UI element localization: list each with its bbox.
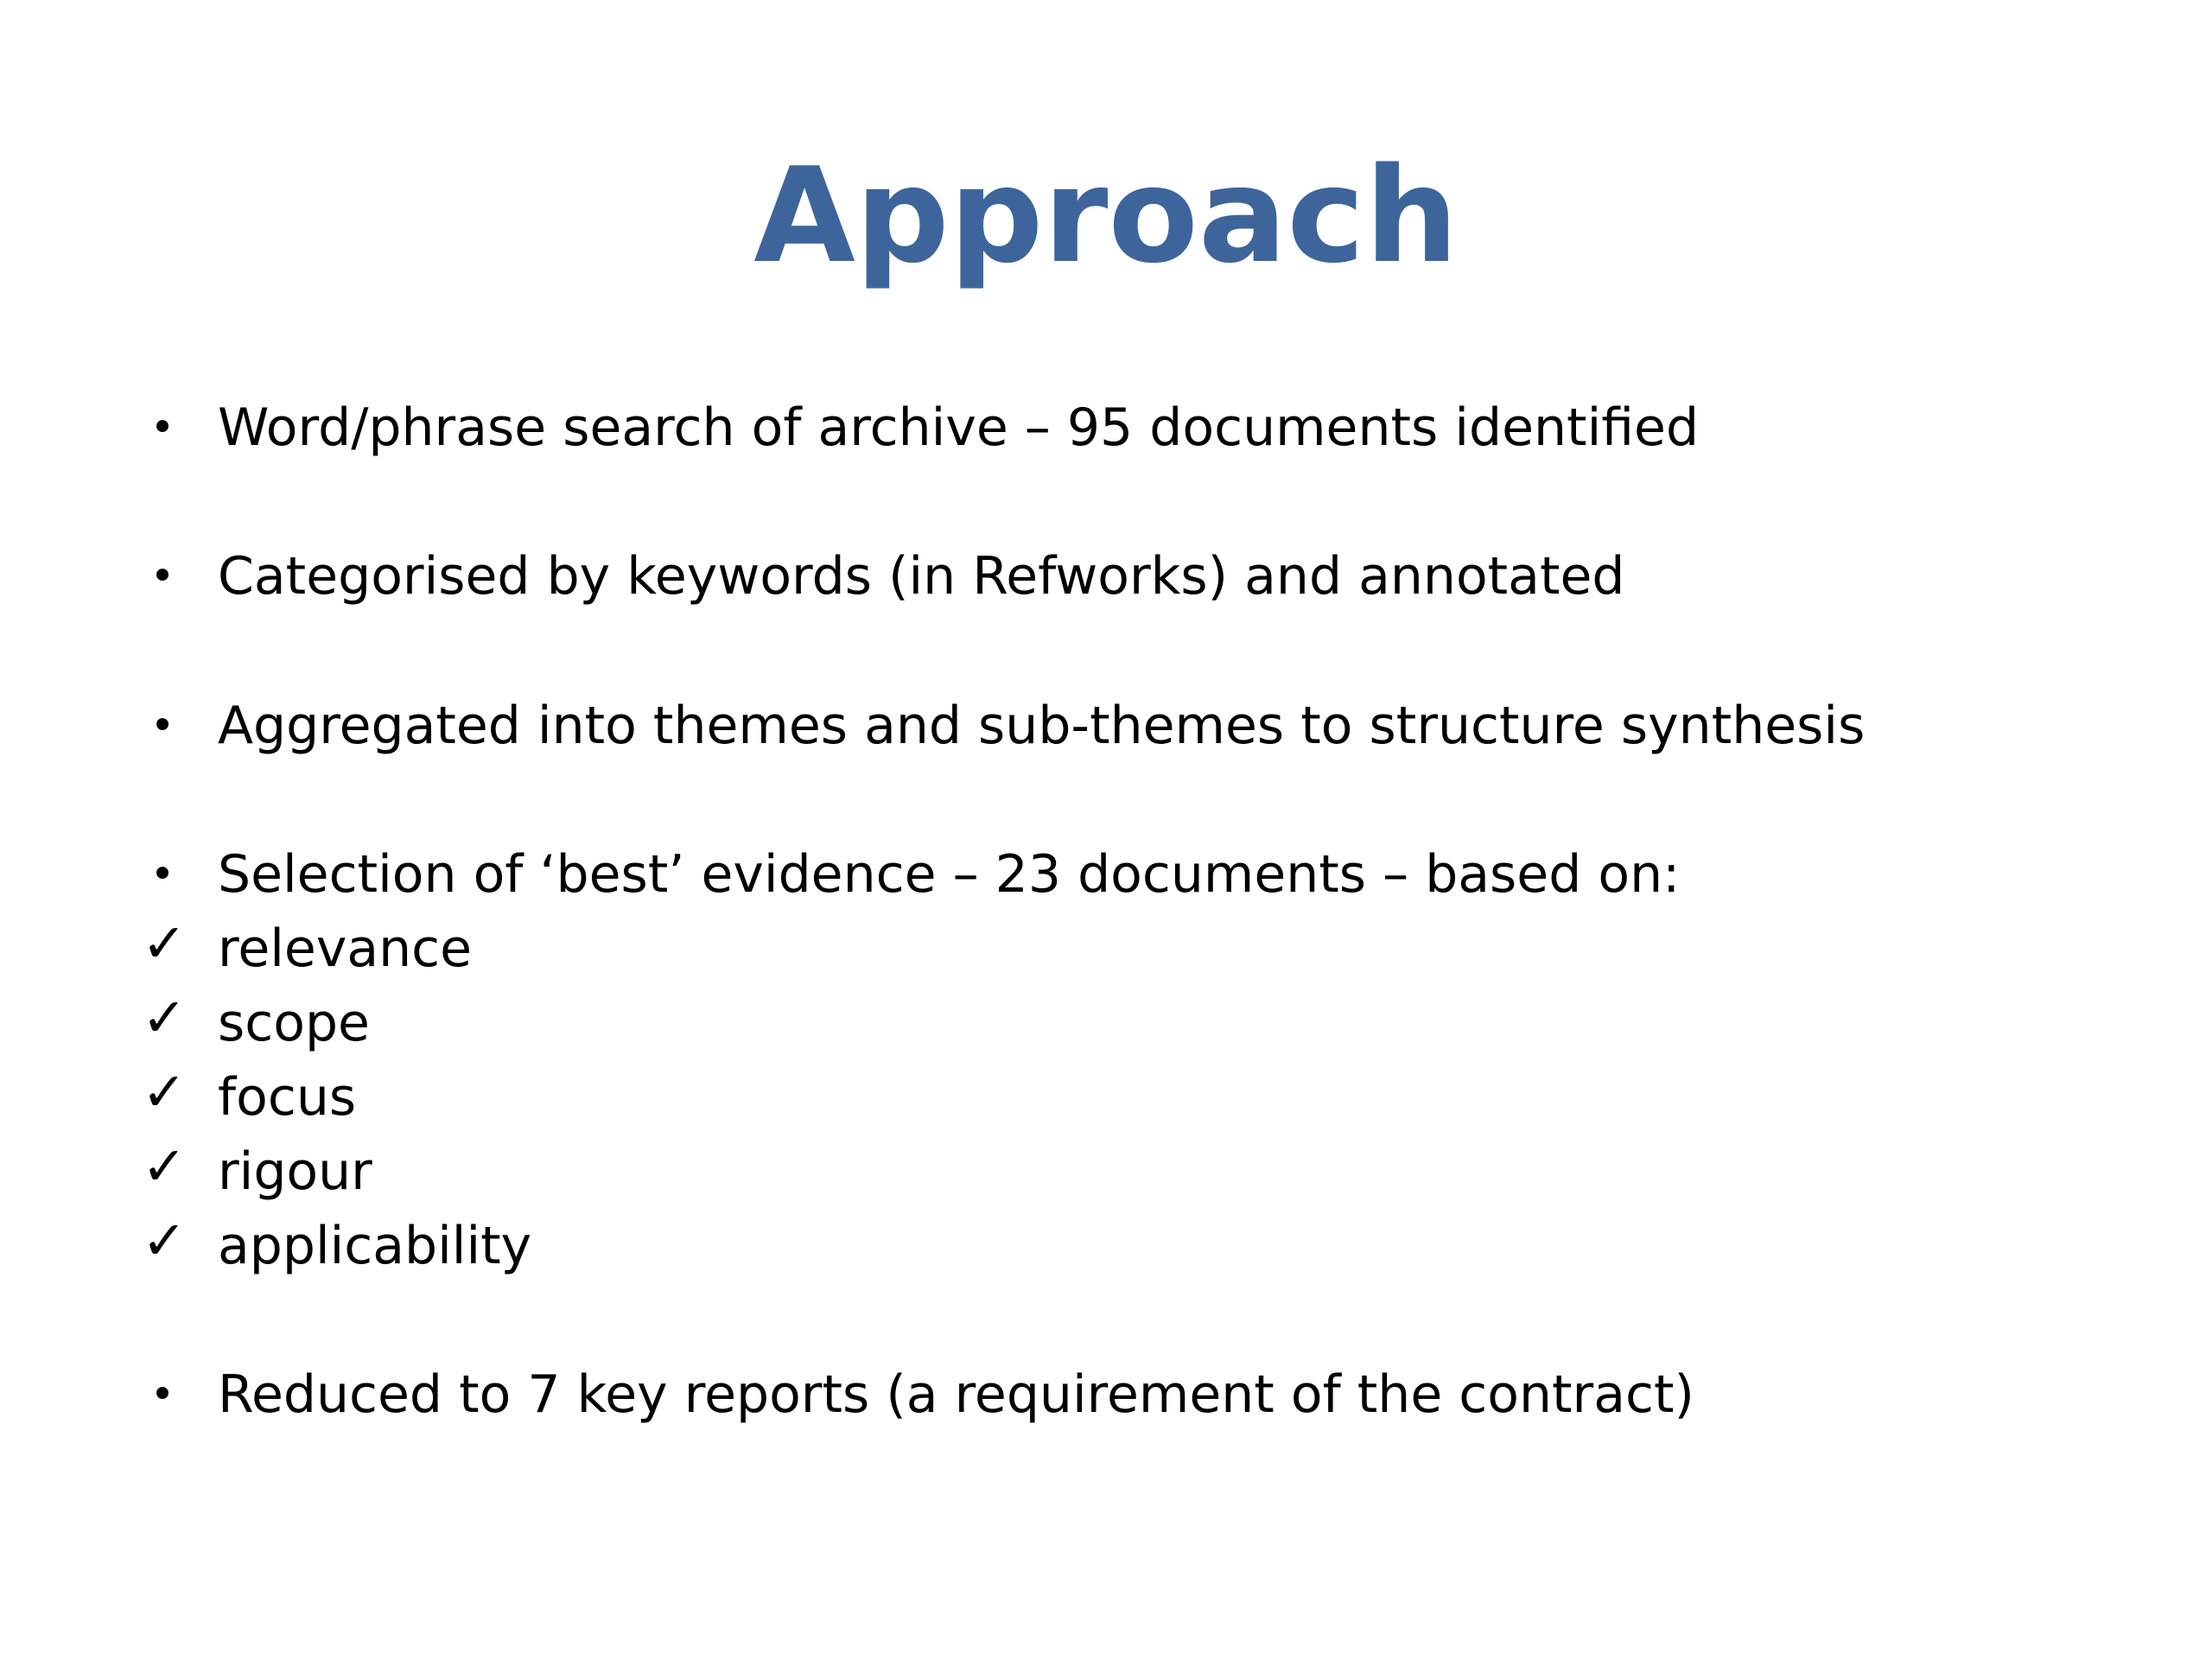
bullet-icon: • <box>149 1370 175 1419</box>
checklist-item <box>0 1137 2212 1206</box>
list-item-text: Selection of ‘best’ evidence – 23 documents – based on: <box>218 844 1681 905</box>
bullet-icon: • <box>149 552 175 601</box>
checkmark-icon: ✓ <box>142 1060 187 1123</box>
checklist-item-text: rigour <box>218 1141 372 1202</box>
checklist-item-text: applicability <box>218 1216 532 1276</box>
bullet-icon: • <box>149 702 175 750</box>
checklist-item <box>0 1060 2212 1132</box>
list-item <box>0 542 2212 611</box>
checkmark-icon: ✓ <box>142 986 187 1049</box>
checklist-item <box>0 1211 2212 1281</box>
bullet-icon: • <box>149 404 175 452</box>
checklist-item <box>0 914 2212 983</box>
list-item-text: Aggregated into themes and sub-themes to structure synthesis <box>218 696 1866 756</box>
list-item <box>0 691 2212 760</box>
slide-title: Approach <box>753 139 1459 292</box>
checklist-item-text: focus <box>218 1067 357 1128</box>
checklist-item-text: relevance <box>218 918 473 979</box>
bullet-icon: • <box>149 850 175 899</box>
checkmark-icon: ✓ <box>142 1135 187 1198</box>
list-item <box>0 393 2212 462</box>
list-item-text: Categorised by keywords (in Refworks) and annotated <box>218 546 1625 607</box>
checkmark-icon: ✓ <box>142 1209 187 1272</box>
checklist-item <box>0 988 2212 1058</box>
list-item-text: Word/phrase search of archive – 95 documents identified <box>218 397 1700 458</box>
list-item <box>0 1360 2212 1429</box>
checklist-item-text: scope <box>218 993 370 1053</box>
list-item <box>0 840 2212 909</box>
checkmark-icon: ✓ <box>142 912 187 975</box>
list-item-text: Reduced to 7 key reports (a requirement of the contract) <box>218 1364 1694 1425</box>
